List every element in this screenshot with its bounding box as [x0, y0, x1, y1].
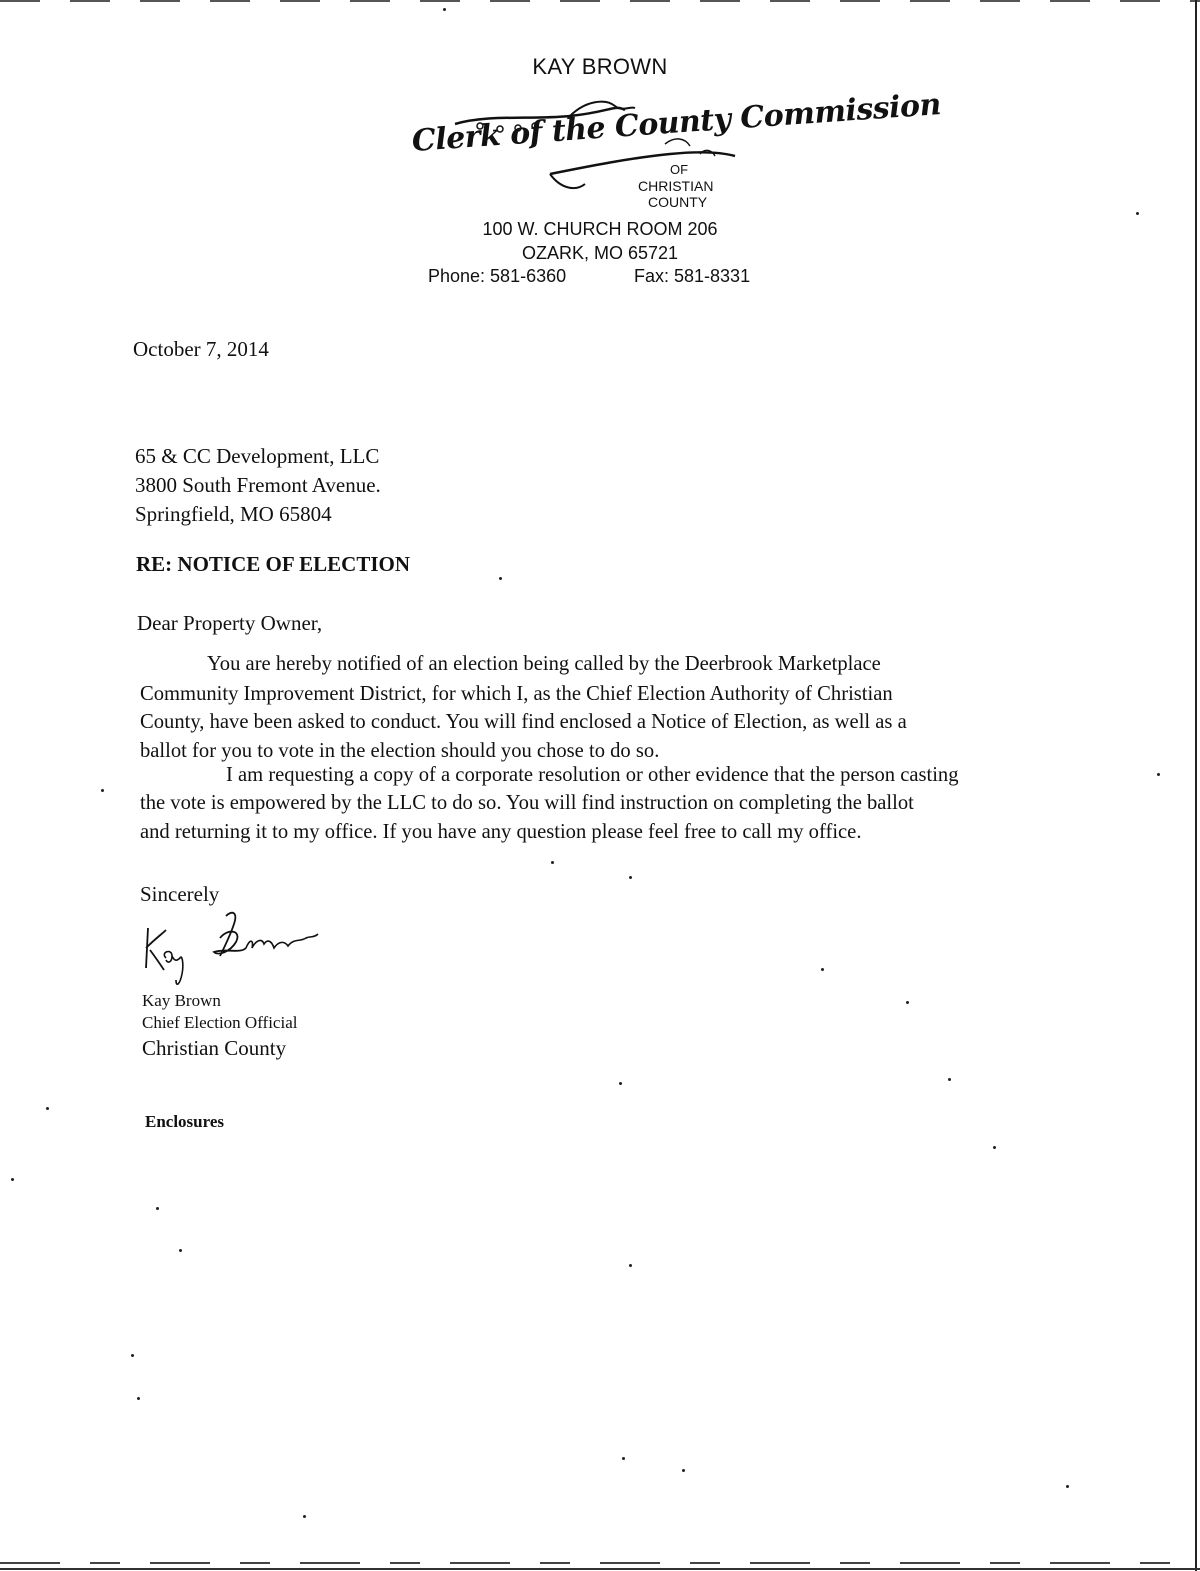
salutation: Dear Property Owner, [137, 611, 323, 635]
signer-title: Chief Election Official [142, 1013, 298, 1032]
handwritten-signature [138, 908, 338, 1003]
scan-speckle [1157, 773, 1160, 776]
scan-edge-top [0, 0, 1200, 2]
letterhead-fax: Fax: 581-8331 [634, 266, 751, 286]
scan-speckle [11, 1178, 14, 1181]
signer-name: Kay Brown [142, 991, 221, 1010]
scan-edge-bottom-line [0, 1568, 1200, 1570]
recipient-line3: Springfield, MO 65804 [135, 502, 332, 526]
scan-speckle [156, 1207, 159, 1210]
scan-speckle [131, 1354, 134, 1357]
scan-speckle [46, 1107, 49, 1110]
letterhead-phone: Phone: 581-6360 [428, 266, 567, 286]
signer-county: Christian County [142, 1036, 287, 1060]
body-p1-line2: Community Improvement District, for which I, as the Chief Election Authority of Christian [140, 683, 893, 705]
scan-speckle [303, 1515, 306, 1518]
scan-speckle [629, 1264, 632, 1267]
scan-speckle [137, 1397, 140, 1400]
scan-speckle [619, 1082, 622, 1085]
signature-icon [138, 908, 338, 998]
recipient-line1: 65 & CC Development, LLC [135, 444, 380, 468]
scan-speckle [821, 968, 824, 971]
scan-speckle [551, 861, 554, 864]
scan-speckle [1136, 212, 1139, 215]
scan-speckle [993, 1146, 996, 1149]
letterhead-address-line2: OZARK, MO 65721 [521, 243, 679, 263]
scan-edge-bottom [0, 1562, 1200, 1564]
body-p2-line3: and returning it to my office. If you have any question please feel free to call my office. [140, 821, 862, 843]
logo-county-word: COUNTY [648, 194, 708, 210]
logo-title: Clerk of the County Commission [410, 87, 942, 159]
body-p1-line3: County, have been asked to conduct. You will find enclosed a Notice of Election, as well as a [140, 711, 907, 733]
scan-speckle [101, 789, 104, 792]
body-p2-line2: the vote is empowered by the LLC to do so. You will find instruction on completing the ballot [140, 792, 914, 814]
body-p1-line1: You are hereby notified of an election being called by the Deerbrook Marketplace [207, 653, 881, 675]
closing: Sincerely [140, 882, 220, 906]
scan-speckle [629, 876, 632, 879]
body-p2-line1: I am requesting a copy of a corporate resolution or other evidence that the person casting [226, 764, 959, 786]
recipient-line2: 3800 South Fremont Avenue. [135, 473, 381, 497]
letterhead-address-line1: 100 W. CHURCH ROOM 206 [482, 219, 718, 239]
enclosures-label: Enclosures [145, 1112, 225, 1131]
scan-speckle [948, 1078, 951, 1081]
subject-line: RE: NOTICE OF ELECTION [136, 552, 411, 576]
logo-county-name: CHRISTIAN [638, 178, 714, 194]
letterhead-name: KAY BROWN [532, 54, 668, 79]
scan-speckle [443, 8, 446, 11]
logo-of: OF [670, 162, 689, 177]
letter-date: October 7, 2014 [133, 337, 269, 361]
scan-speckle [1066, 1485, 1069, 1488]
body-p1-line4: ballot for you to vote in the election should you chose to do so. [140, 740, 660, 762]
scan-speckle [499, 577, 502, 580]
scan-speckle [682, 1469, 685, 1472]
scan-speckle [179, 1249, 182, 1252]
scan-speckle [906, 1001, 909, 1004]
clerk-logo [400, 87, 942, 214]
scan-speckle [622, 1457, 625, 1460]
